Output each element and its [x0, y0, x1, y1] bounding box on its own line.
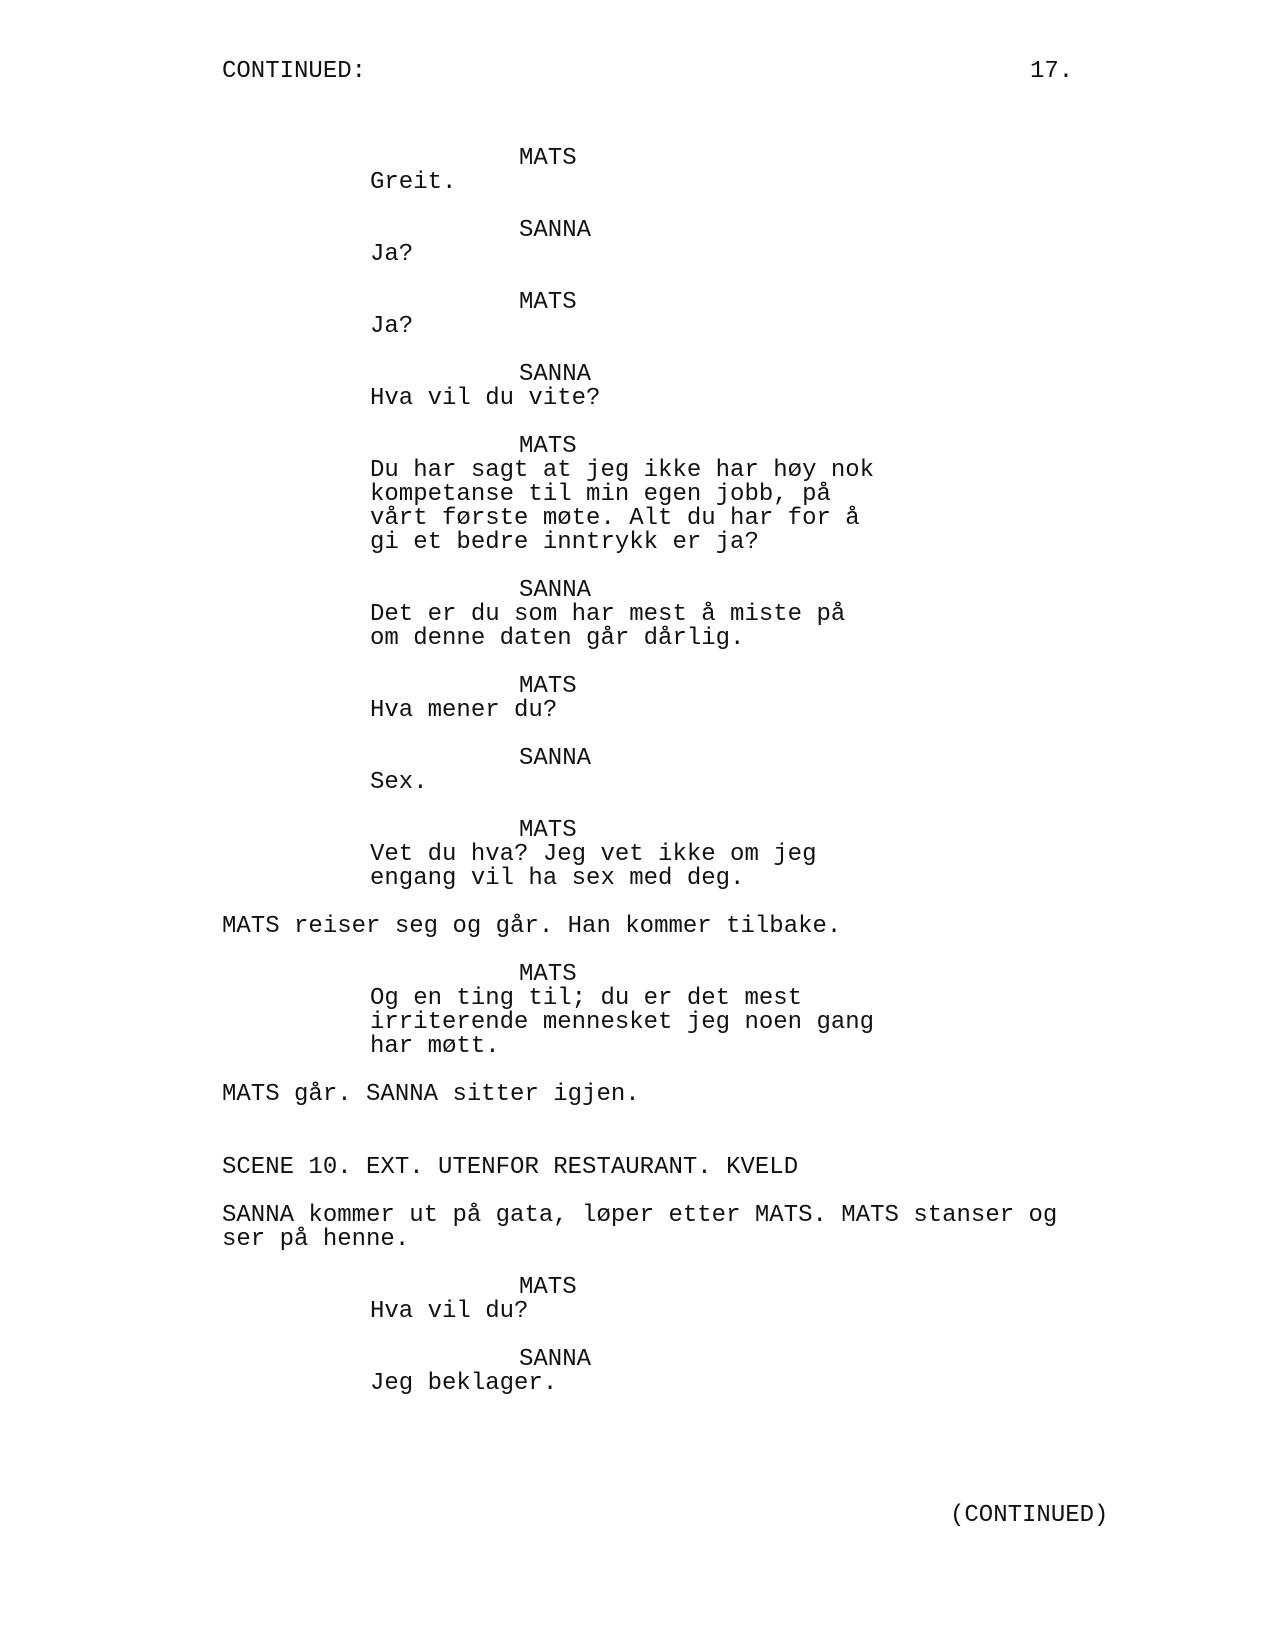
dialogue: Hva vil du vite? — [370, 385, 601, 412]
screenplay-body — [222, 147, 1122, 1396]
dialogue: Ja? — [370, 241, 414, 268]
dialogue: Hva vil du? — [370, 1298, 529, 1325]
dialogue: Vet du hva? Jeg vet ikke om jeg engang vil ha sex med deg. — [370, 841, 817, 892]
action-line: SANNA kommer ut på gata, løper etter MATS. MATS stanser og ser på henne. — [222, 1202, 1058, 1253]
character-cue: SANNA — [519, 577, 592, 604]
dialogue: Sex. — [370, 769, 428, 796]
page-footer-continued: (CONTINUED) — [950, 1502, 1109, 1529]
character-cue: SANNA — [519, 217, 592, 244]
character-cue: MATS — [519, 961, 577, 988]
character-cue: SANNA — [519, 1346, 592, 1373]
dialogue: Ja? — [370, 313, 414, 340]
character-cue: MATS — [519, 289, 577, 316]
dialogue: Hva mener du? — [370, 697, 558, 724]
scene-heading: SCENE 10. EXT. UTENFOR RESTAURANT. KVELD — [222, 1154, 799, 1181]
page-header-continued: CONTINUED: — [222, 58, 367, 85]
dialogue: Du har sagt at jeg ikke har høy nok kompetanse til min egen jobb, på vårt første møte. Alt du har for å gi et bedre inntrykk er ja? — [370, 457, 875, 556]
character-cue: SANNA — [519, 361, 592, 388]
page-number: 17. — [1030, 58, 1074, 85]
character-cue: MATS — [519, 145, 577, 172]
character-cue: MATS — [519, 673, 577, 700]
character-cue: MATS — [519, 433, 577, 460]
dialogue: Greit. — [370, 169, 457, 196]
action-line: MATS reiser seg og går. Han kommer tilbake. — [222, 913, 842, 940]
dialogue: Det er du som har mest å miste på om denne daten går dårlig. — [370, 601, 846, 652]
action-line: MATS går. SANNA sitter igjen. — [222, 1081, 640, 1108]
character-cue: MATS — [519, 1274, 577, 1301]
dialogue: Og en ting til; du er det mest irriterende mennesket jeg noen gang har møtt. — [370, 985, 875, 1060]
character-cue: MATS — [519, 817, 577, 844]
dialogue: Jeg beklager. — [370, 1370, 558, 1397]
character-cue: SANNA — [519, 745, 592, 772]
